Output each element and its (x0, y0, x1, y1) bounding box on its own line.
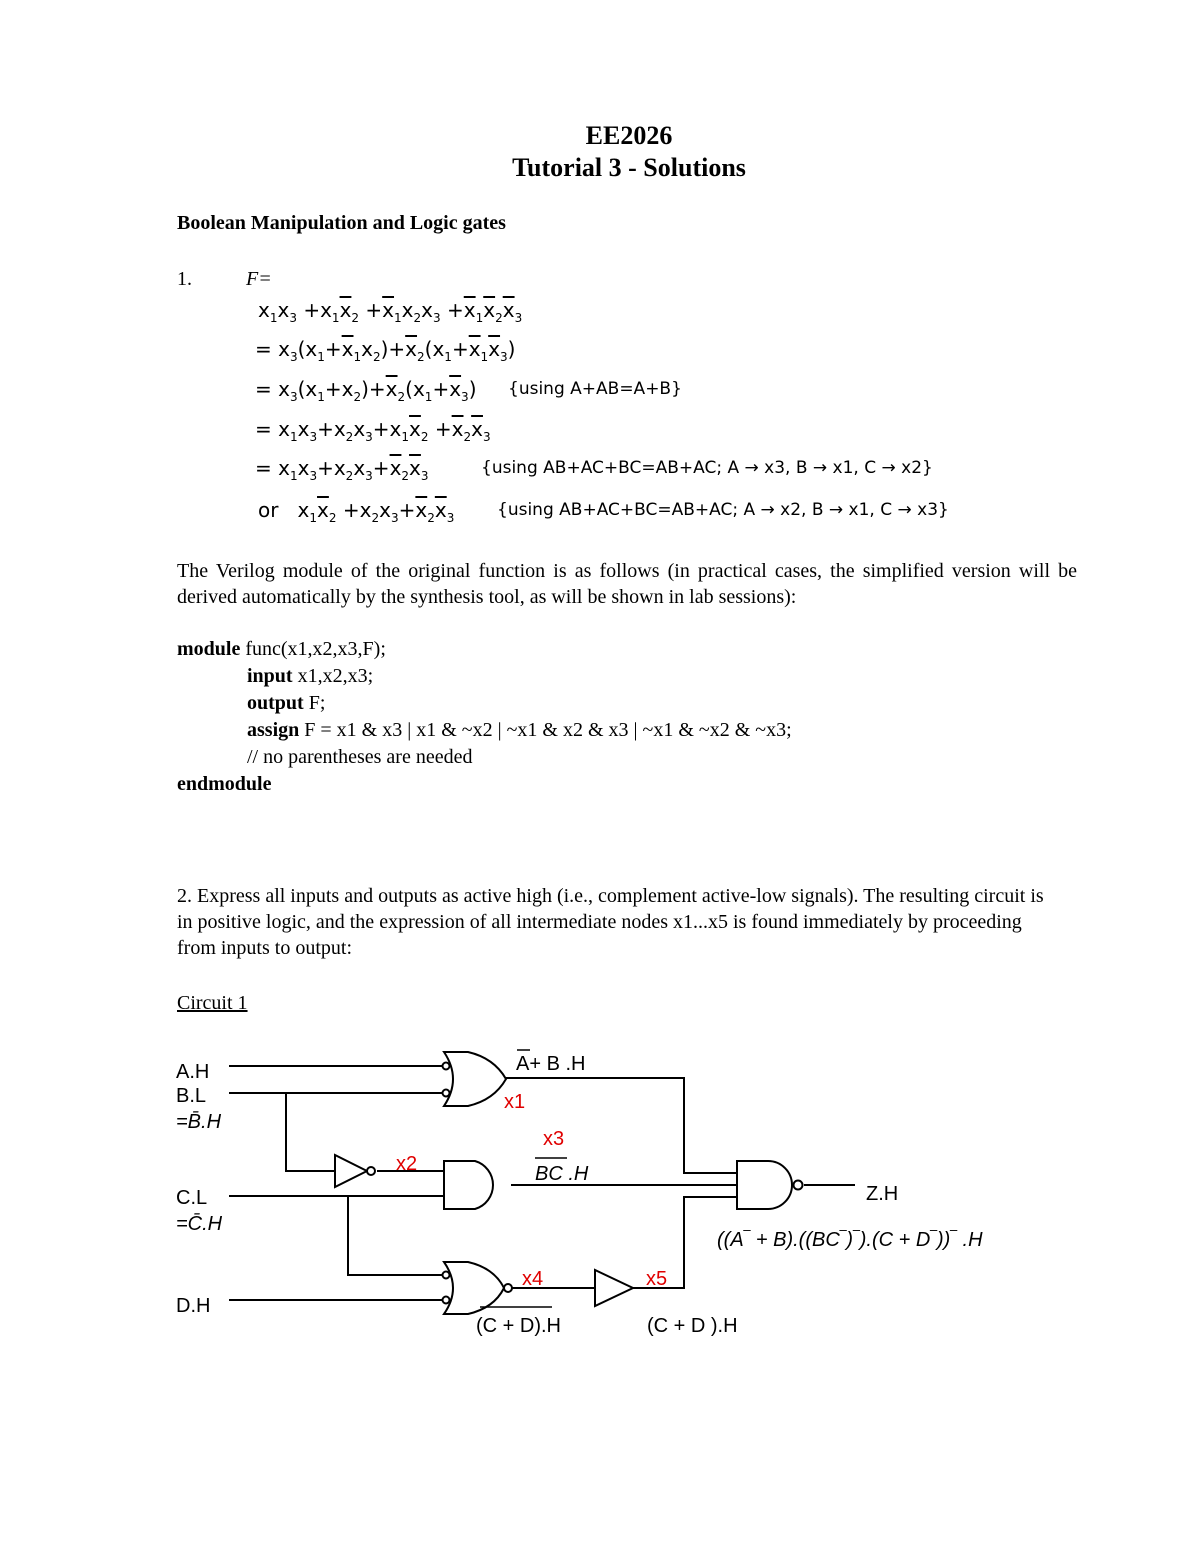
nor-gate-x4 (444, 1262, 504, 1314)
eq-line-3: = $x_3(x_1+x_2)+\overline{x}_2(x_1+\overline{x}_3)$ (255, 377, 477, 404)
code-assign-rest: F = x1 & x3 | x1 & ~x2 | ~x1 & x2 & x3 | ~x1 & ~x2 & ~x3; (299, 719, 792, 741)
section-title: Boolean Manipulation and Logic gates (177, 212, 506, 234)
eq-line-1: $x_1x_3 +x_1\overline{x}_2 +\overline{x}_1x_2x_3 +\overline{x}_1\overline{x}_2\overline{x}_3$ (258, 298, 523, 325)
node-x4: x4 (522, 1268, 544, 1290)
or-gate-x1 (444, 1052, 506, 1106)
inv-bubble-x2 (367, 1167, 375, 1175)
buffer-x5 (595, 1270, 633, 1306)
kw-assign: assign (247, 719, 300, 741)
eq-line-2: = $x_3(x_1+\overline{x}_1x_2)+\overline{x}_2(x_1+\overline{x}_1\overline{x}_3)$ (255, 337, 516, 364)
note-5-text: using AB+AC+BC=AB+AC; A → x3, B → x1, C → x2 (491, 458, 923, 478)
eq-line-6: or $x_1\overline{x}_2 +x_2x_3+\overline{x}_2\overline{x}_3$ (258, 498, 455, 525)
label-z: Z.H (866, 1183, 899, 1205)
node-x5: x5 (646, 1268, 668, 1290)
out-bubble-x4 (504, 1284, 512, 1292)
label-b-eq: =B̄.H (176, 1111, 222, 1133)
page-title: Tutorial 3 - Solutions (512, 153, 746, 182)
kw-endmodule: endmodule (177, 773, 272, 795)
kw-module: module (177, 638, 241, 660)
inv-bubble-d (443, 1297, 450, 1304)
nand-gate-z (737, 1161, 792, 1209)
label-c: C.L (176, 1187, 208, 1209)
course-code: EE2026 (585, 121, 673, 150)
eq-line-5: = $x_1x_3+x_2x_3+\overline{x}_2\overline{x}_3$ (255, 456, 429, 483)
q1-f-label: F= (246, 268, 272, 290)
expr-x5: (C + D ).H (647, 1315, 738, 1337)
note-3-text: using A+AB=A+B (518, 379, 672, 399)
inv-bubble-c2 (443, 1272, 450, 1279)
kw-input: input (247, 665, 293, 687)
node-x1: x1 (504, 1091, 526, 1113)
label-a: A.H (176, 1061, 210, 1083)
node-x2: x2 (396, 1153, 418, 1175)
verilog-intro: The Verilog module of the original function is as follows (in practical cases, the simplified version will be derived automatically by the synthesis tool, as will be shown in lab sessions): (177, 560, 1077, 608)
expr-z: ((A‾ + B).((BC‾)‾).(C + D‾))‾ .H (717, 1229, 983, 1251)
expr-x1: A+ B .H (516, 1053, 586, 1075)
code-input-rest: x1,x2,x3; (292, 665, 374, 687)
expr-x3: BC .H (535, 1163, 589, 1185)
eq-note-3: {using A+AB=A+B} (508, 379, 682, 399)
eq-note-5: {using AB+AC+BC=AB+AC; A → x3, B → x1, C → x2} (481, 458, 933, 478)
and-gate-x3 (444, 1161, 493, 1209)
or-label: or (258, 498, 279, 522)
wire-c-branch (348, 1196, 444, 1275)
label-d: D.H (176, 1295, 211, 1317)
kw-output: output (247, 692, 304, 714)
inv-bubble-a (443, 1063, 450, 1070)
node-x3: x3 (543, 1128, 565, 1150)
out-bubble-z (794, 1181, 803, 1190)
expr-x4: (C + D).H (476, 1315, 561, 1337)
label-c-eq: =C̄.H (176, 1213, 223, 1235)
q2-text: 2. Express all inputs and outputs as active high (i.e., complement active-low signals). The resulting circuit is in positive logic, and the expression of all intermediate nodes x1...x5 is found immediately by proceeding from inputs to output: (177, 885, 1044, 959)
inverter-x2 (335, 1155, 367, 1187)
note-6-text: using AB+AC+BC=AB+AC; A → x2, B → x1, C → x3 (507, 500, 939, 520)
circuit-title: Circuit 1 (177, 992, 248, 1014)
wire-b-branch (286, 1093, 335, 1171)
eq-note-6: {using AB+AC+BC=AB+AC; A → x2, B → x1, C → x3} (497, 500, 949, 520)
q1-number: 1. (177, 268, 192, 290)
code-line-comment: // no parentheses are needed (247, 746, 473, 768)
eq-line-4: = $x_1x_3+x_2x_3+x_1\overline{x}_2 +\overline{x}_2\overline{x}_3$ (255, 417, 491, 444)
code-output-rest: F; (303, 692, 326, 714)
label-b: B.L (176, 1085, 207, 1107)
code-module-rest: func(x1,x2,x3,F); (240, 638, 386, 660)
inv-bubble-b (443, 1090, 450, 1097)
